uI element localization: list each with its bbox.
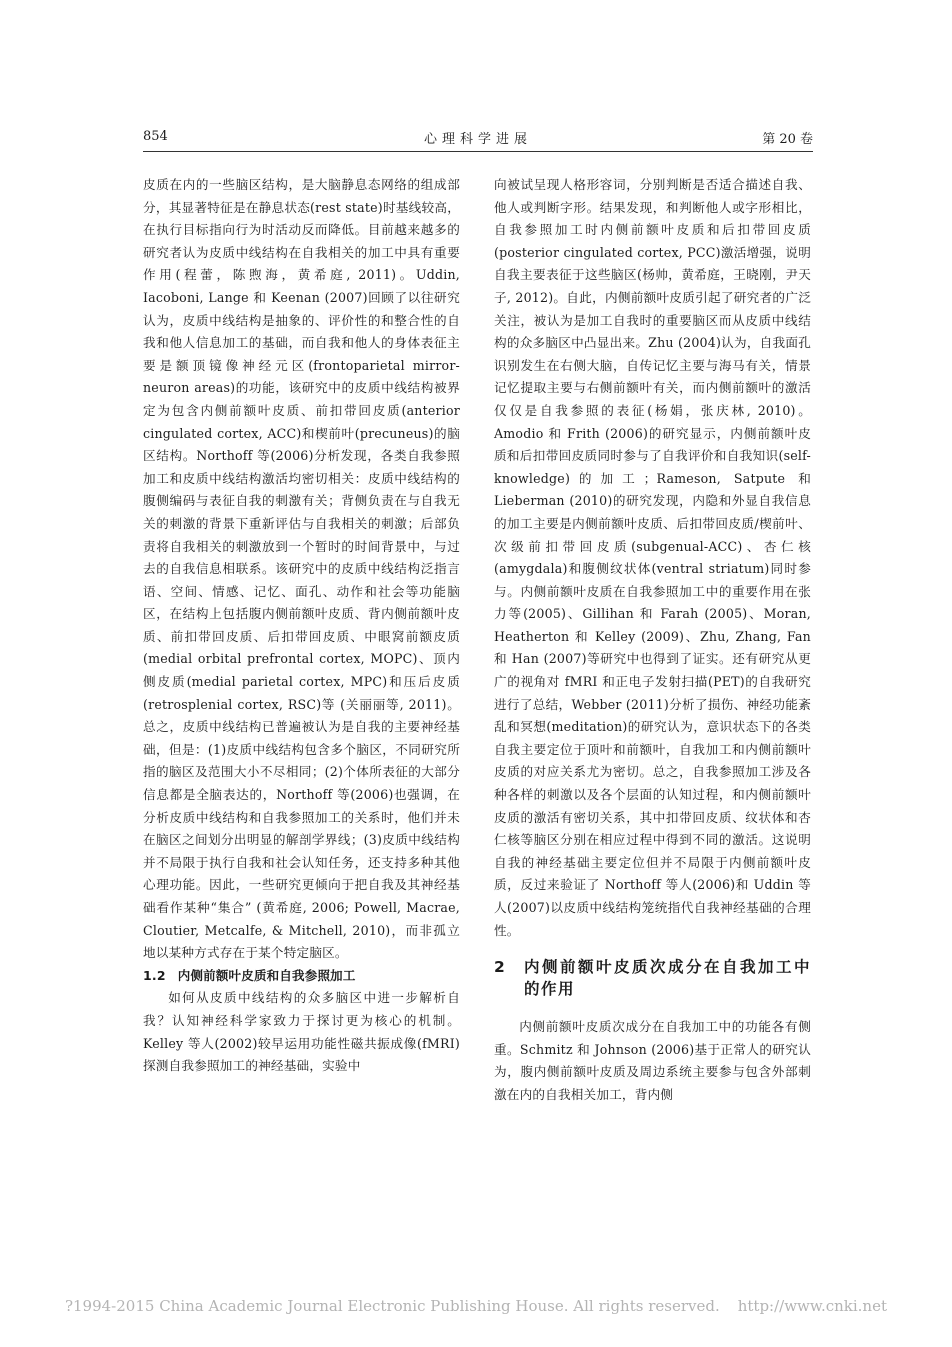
copyright-notice: ?1994-2015 China Academic Journal Electronic Publishing House. All rights reserved. xyxy=(64,1297,720,1315)
left-paragraph-2: 如何从皮质中线结构的众多脑区中进一步解析自我？认知神经科学家致力于探讨更为核心的机制。Kelley 等人(2002)较早运用功能性磁共振成像(fMRI)探测自我参照加工的神经基础，实验中 xyxy=(143,990,460,1074)
subsection-heading xyxy=(143,965,460,988)
right-column xyxy=(494,174,811,1107)
section-number: 2 xyxy=(494,958,505,977)
section-title: 内侧前额叶皮质次成分在自我加工中的作用 xyxy=(524,958,811,999)
left-paragraph-1: 皮质在内的一些脑区结构，是大脑静息态网络的组成部分，其显著特征是在静息状态(rest state)时基线较高，在执行目标指向行为时活动反而降低。目前越来越多的研究者认为皮质中线结构在自我相关的加工中具有重要作用(程蕾，陈煦海，黄希庭, 2011)。Uddin, Iacoboni, Lange 和 Keenan (2007)回顾了以往研究认为，皮质中线结构是抽象的、评价性的和整合性的自我和他人信息加工的基础，而自我和他人的身体表征主要是额顶镜像神经元区(frontoparietal mirror-neuron areas)的功能，该研究中的皮质中线结构被界定为包含内侧前额叶皮质、前扣带回皮质(anterior cingulated cortex, ACC)和楔前叶(precuneus)的脑区结构。Northoff 等(2006)分析发现，各类自我参照加工和皮质中线结构激活均密切相关：皮质中线结构的腹侧编码与表征自我的刺激有关；背侧负责在与自我无关的刺激的背景下重新评估与自我相关的刺激；后部负责将自我相关的刺激放到一个暂时的时间背景中，与过去的自我信息相联系。该研究中的皮质中线结构泛指言语、空间、情感、记忆、面孔、动作和社会等功能脑区，在结构上包括腹内侧前额叶皮质、背内侧前额叶皮质、前扣带回皮质、后扣带回皮质、中眼窝前额皮质(medial orbital prefrontal cortex, MOPC)、顶内侧皮质(medial parietal cortex, MPC)和压后皮质(retrosplenial cortex, RSC)等 (关丽丽等, 2011)。总之，皮质中线结构已普遍被认为是自我的主要神经基础，但是：(1)皮质中线结构包含多个脑区，不同研究所指的脑区及范围大小不尽相同；(2)个体所表征的大部分信息都是全脑表达的，Northoff 等(2006)也强调，在分析皮质中线结构和自我参照加工的关系时，他们并未在脑区之间划分出明显的解剖学界线；(3)皮质中线结构并不局限于执行自我和社会认知任务，还支持多种其他心理功能。因此，一些研究更倾向于把自我及其神经基础看作某种“集合” (黄希庭, 2006; Powell, Macrae, Cloutier, Metcalfe, & Mitchell, 2010)，而非孤立地以某种方式存在于某个特定脑区。 xyxy=(143,177,460,961)
right-paragraph-2: 内侧前额叶皮质次成分在自我加工中的功能各有侧重。Schmitz 和 Johnson (2006)基于正常人的研究认为，腹内侧前额叶皮质及周边系统主要参与包含外部刺激在内的自我相关加工，背内侧 xyxy=(494,1019,811,1102)
footer-url[interactable]: http://www.cnki.net xyxy=(737,1297,888,1315)
subsection-title: 内侧前额叶皮质和自我参照加工 xyxy=(177,967,356,983)
journal-title: 心理科学进展 xyxy=(423,132,532,147)
page-header xyxy=(143,127,813,152)
section-heading xyxy=(494,956,811,1000)
volume-label: 第 20 卷 xyxy=(762,132,813,147)
left-column xyxy=(143,174,460,1078)
page-number: 854 xyxy=(143,129,168,144)
subsection-number: 1.2 xyxy=(143,967,166,983)
right-paragraph-1: 向被试呈现人格形容词，分别判断是否适合描述自我、他人或判断字形。结果发现，和判断他人或字形相比，自我参照加工时内侧前额叶皮质和后扣带回皮质(posterior cingulated cortex, PCC)激活增强，说明自我主要表征于这些脑区(杨帅，黄希庭，王晓刚，尹天子, 2012)。自此，内侧前额叶皮质引起了研究者的广泛关注，被认为是加工自我时的重要脑区而从皮质中线结构的众多脑区中凸显出来。Zhu (2004)认为，自我面孔识别发生在右侧大脑，自传记忆主要与海马有关，情景记忆提取主要与右侧前额叶有关，而内侧前额叶的激活仅仅是自我参照的表征(杨娟，张庆林, 2010)。Amodio 和 Frith (2006)的研究显示，内侧前额叶皮质和后扣带回皮质同时参与了自我评价和自我知识(self-knowledge)的加工；Rameson, Satpute 和 Lieberman (2010)的研究发现，内隐和外显自我信息的加工主要是内侧前额叶皮质、后扣带回皮质/楔前叶、次级前扣带回皮质(subgenual-ACC)、杏仁核(amygdala)和腹侧纹状体(ventral striatum)同时参与。内侧前额叶皮质在自我参照加工中的重要作用在张力等(2005)、Gillihan 和 Farah (2005)、Moran, Heatherton 和 Kelley (2009)、Zhu, Zhang, Fan 和 Han (2007)等研究中也得到了证实。还有研究从更广的视角对 fMRI 和正电子发射扫描(PET)的自我研究进行了总结，Webber (2011)分析了损伤、神经功能紊乱和冥想(meditation)的研究认为，意识状态下的各类自我主要定位于顶叶和前额叶，自我加工和内侧前额叶皮质的对应关系尤为密切。总之，自我参照加工涉及各种各样的刺激以及各个层面的认知过程，和内侧前额叶皮质的激活有密切关系，其中扣带回皮质、纹状体和杏仁核等脑区分别在相应过程中得到不同的激活。这说明自我的神经基础主要定位但并不局限于内侧前额叶皮质，反过来验证了 Northoff 等人(2006)和 Uddin 等人(2007)以皮质中线结构笼统指代自我神经基础的合理性。 xyxy=(494,177,811,938)
page-footer xyxy=(0,1297,952,1315)
